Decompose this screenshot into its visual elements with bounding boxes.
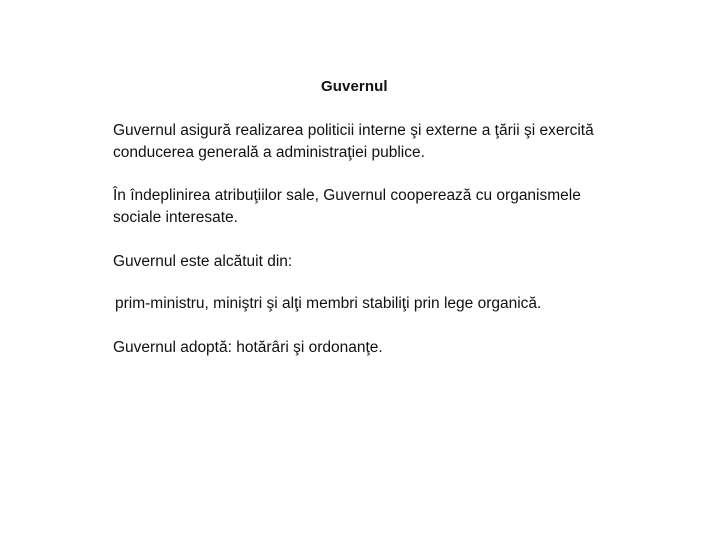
paragraph-cooperation: În îndeplinirea atribuţiilor sale, Guvernul cooperează cu organismele sociale interesate. (113, 187, 581, 226)
paragraph-role: Guvernul asigură realizarea politicii interne şi externe a ţării şi exercită conducerea generală a administraţiei publice. (113, 122, 594, 161)
paragraph-composition-intro: Guvernul este alcătuit din: (113, 253, 293, 270)
paragraph-members: prim-ministru, miniştri şi alţi membri stabiliţi prin lege organică. (115, 295, 542, 312)
paragraph-acts: Guvernul adoptă: hotărâri şi ordonanţe. (113, 339, 383, 356)
page-title: Guvernul (321, 78, 388, 95)
